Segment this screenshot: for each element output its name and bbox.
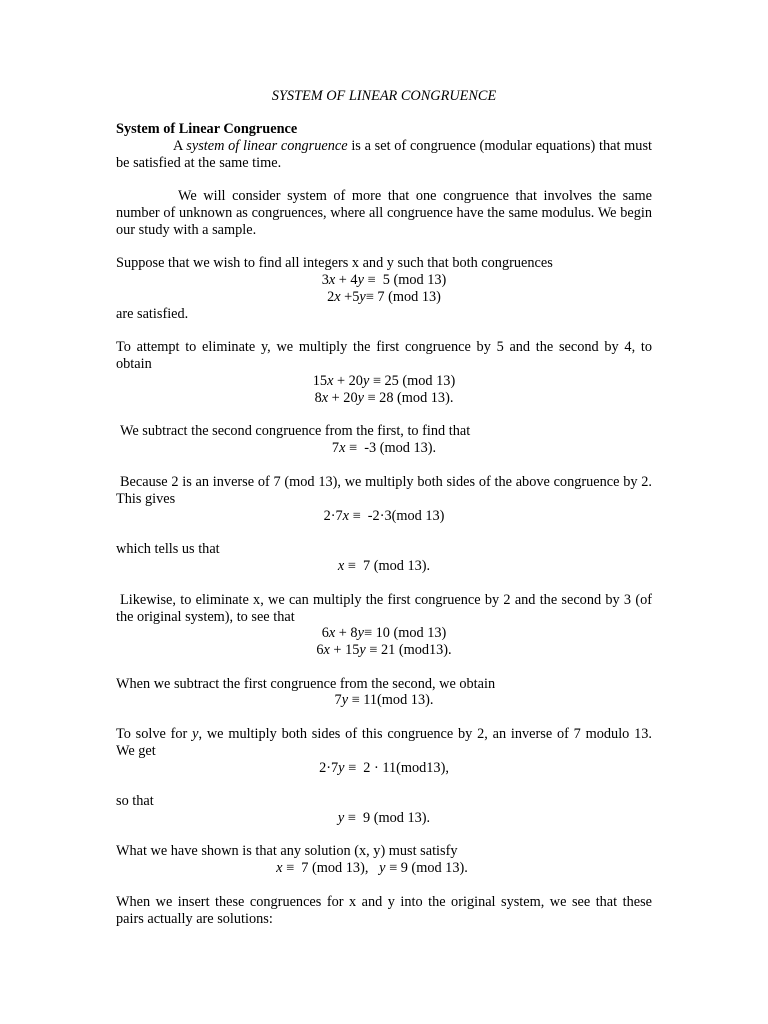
- subtract-paragraph: We subtract the second congruence from the first, to find that: [120, 423, 471, 439]
- intro-post: is a set of congruence (modular equations) that must be satisfied at the same time.: [116, 138, 652, 171]
- satisfied-paragraph: are satisfied.: [116, 306, 189, 322]
- solve-pre: To solve for: [116, 726, 193, 742]
- equation-12: y ≡ 9 (mod 13).: [337, 810, 431, 826]
- equation-5: 7x ≡ -3 (mod 13).: [331, 440, 437, 456]
- equation-11: 2·7y ≡ 2 · 11(mod13),: [319, 760, 449, 776]
- likewise-paragraph: Likewise, to eliminate x, we can multiply the first congruence by 2 and the second by 3 (of the original system), to see that: [116, 592, 652, 625]
- intro-term: system of linear congruence: [186, 138, 348, 154]
- equation-4: 8x + 20y ≡ 28 (mod 13).: [314, 390, 454, 406]
- shown-paragraph: What we have shown is that any solution (x, y) must satisfy: [116, 843, 458, 859]
- sothat-paragraph: so that: [116, 793, 154, 809]
- inverse-paragraph: Because 2 is an inverse of 7 (mod 13), we multiply both sides of the above congruence by 2. This gives: [116, 474, 652, 507]
- equation-3: 15x + 20y ≡ 25 (mod 13): [312, 373, 456, 389]
- suppose-paragraph: Suppose that we wish to find all integers x and y such that both congruences: [116, 255, 553, 271]
- solve-paragraph: [116, 726, 652, 760]
- consider-paragraph: We will consider system of more that one congruence that involves the same number of unknown as congruences, where all congruence have the same modulus. We begin our study with a sample.: [116, 188, 652, 238]
- intro-pre: A: [173, 138, 187, 154]
- intro-paragraph: [116, 138, 652, 172]
- equation-1: 3x + 4y ≡ 5 (mod 13): [321, 272, 447, 288]
- equation-7: x ≡ 7 (mod 13).: [337, 558, 431, 574]
- equation-10: 7y ≡ 11(mod 13).: [334, 692, 434, 708]
- document-title: SYSTEM OF LINEAR CONGRUENCE: [271, 88, 497, 104]
- equation-8: 6x + 8y≡ 10 (mod 13): [321, 625, 447, 641]
- solve-var: y: [192, 726, 199, 742]
- solve-post: , we multiply both sides of this congruence by 2, an inverse of 7 modulo 13. We get: [116, 726, 652, 759]
- equation-9: 6x + 15y ≡ 21 (mod13).: [316, 642, 452, 658]
- insert-paragraph: When we insert these congruences for x and y into the original system, we see that these pairs actually are solutions:: [116, 894, 652, 927]
- section-heading: System of Linear Congruence: [116, 121, 298, 137]
- eliminate-y-paragraph: To attempt to eliminate y, we multiply the first congruence by 5 and the second by 4, to obtain: [116, 339, 652, 372]
- when-subtract-paragraph: When we subtract the first congruence from the second, we obtain: [116, 676, 496, 692]
- tells-paragraph: which tells us that: [116, 541, 220, 557]
- equation-2: 2x +5y≡ 7 (mod 13): [327, 289, 441, 305]
- equation-13: x ≡ 7 (mod 13), y ≡ 9 (mod 13).: [276, 860, 468, 876]
- equation-6: 2·7x ≡ -2·3(mod 13): [323, 508, 445, 524]
